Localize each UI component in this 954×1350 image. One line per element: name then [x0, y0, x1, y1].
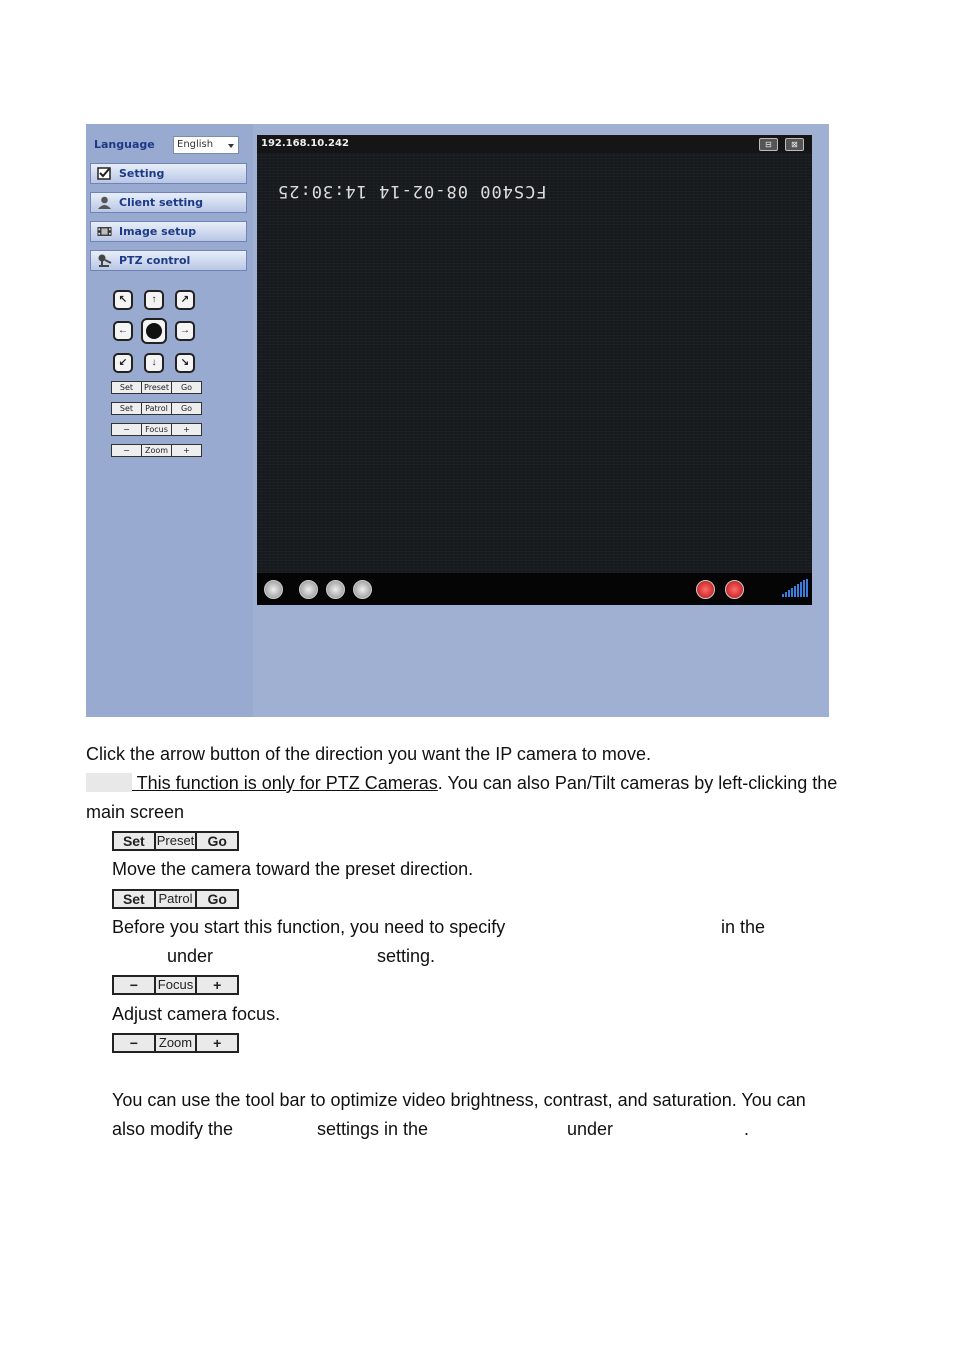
patrol-description-c: under [167, 946, 214, 966]
checkbox-icon [97, 167, 112, 180]
pan-down-right-button[interactable] [175, 353, 195, 373]
toolbar-description: You can use the tool bar to optimize video brightness, contrast, and saturation. You can [112, 1090, 806, 1110]
language-value: English [177, 139, 214, 150]
arrow-left-icon: ← [118, 325, 128, 336]
preset-label: Preset [142, 382, 172, 393]
preset-strip-figure [112, 831, 239, 851]
toolbar-description-a: also modify the [112, 1119, 234, 1139]
arrow-up-icon: ↑ [151, 294, 157, 305]
record-icon[interactable] [353, 580, 372, 599]
note-highlight-box [86, 773, 132, 792]
tilt-down-button[interactable] [144, 353, 164, 373]
pan-up-right-button[interactable] [175, 290, 195, 310]
zoom-minus-button[interactable]: − [112, 445, 142, 456]
toolbar-description-b: settings in the [317, 1119, 429, 1139]
focus-strip [111, 423, 202, 436]
zoom-minus-label: − [114, 1035, 156, 1051]
video-timestamp-overlay: FCS400 08-02-14 14:30:25 [277, 181, 547, 201]
film-icon [97, 225, 112, 238]
menu-image-setup-label: Image setup [119, 225, 197, 238]
patrol-set-button[interactable]: Set [112, 403, 142, 414]
preset-set-button[interactable]: Set [112, 382, 142, 393]
arrow-down-icon: ↓ [151, 357, 157, 368]
pan-up-left-button[interactable] [113, 290, 133, 310]
zoom-plus-button[interactable]: + [183, 446, 190, 455]
focus-description: Adjust camera focus. [112, 1004, 281, 1024]
focus-plus-label: + [213, 977, 222, 993]
arrow-up-right-icon: ↗ [180, 294, 190, 305]
menu-ptz-control-label: PTZ control [119, 254, 191, 267]
zoom-label: Zoom [156, 1035, 198, 1051]
patrol-description-b: in the [721, 917, 766, 937]
speaker-icon[interactable] [725, 580, 744, 599]
note-rest-text: . You can also Pan/Tilt cameras by left-clicking the [437, 773, 838, 793]
pan-right-button[interactable] [175, 321, 195, 341]
resize-icon[interactable]: ⊟ [759, 138, 778, 151]
chevron-down-icon [228, 144, 234, 148]
note-line-continued: main screen [86, 802, 185, 822]
menu-client-setting-label: Client setting [119, 196, 203, 209]
patrol-go-label: Go [207, 891, 227, 907]
menu-ptz-control[interactable] [90, 250, 247, 271]
arrow-up-left-icon: ↖ [118, 294, 128, 305]
note-underlined-text: This function is only for PTZ Cameras [132, 773, 438, 793]
menu-client-setting[interactable] [90, 192, 247, 213]
focus-minus-button[interactable]: − [112, 424, 142, 435]
patrol-label: Patrol [156, 891, 198, 907]
focus-strip-figure [112, 975, 239, 995]
language-label: Language [94, 138, 155, 151]
mute-icon[interactable] [696, 580, 715, 599]
focus-label: Focus [142, 424, 172, 435]
video-title-bar [257, 135, 812, 153]
preset-set-label: Set [114, 833, 156, 849]
focus-plus-button[interactable]: + [183, 425, 190, 434]
language-select[interactable] [173, 136, 239, 154]
patrol-description-a: Before you start this function, you need to specify [112, 917, 506, 937]
patrol-set-label: Set [114, 891, 156, 907]
patrol-go-button[interactable]: Go [180, 404, 193, 413]
control-sidebar [86, 124, 253, 717]
instruction-line: Click the arrow button of the direction you want the IP camera to move. [86, 744, 651, 764]
toolbar-description-d: . [744, 1119, 750, 1139]
patrol-label: Patrol [142, 403, 172, 414]
center-home-button[interactable] [141, 318, 167, 344]
video-control-bar [257, 573, 812, 605]
zoom-plus-label: + [213, 1035, 222, 1051]
patrol-strip-figure [112, 889, 239, 909]
note-line [86, 772, 837, 794]
preset-strip [111, 381, 202, 394]
arrow-down-right-icon: ↘ [180, 357, 190, 368]
focus-label: Focus [156, 977, 198, 993]
menu-setting[interactable] [90, 163, 247, 184]
stop-icon[interactable] [326, 580, 345, 599]
menu-setting-label: Setting [119, 167, 165, 180]
preset-go-label: Go [207, 833, 227, 849]
arrow-right-icon: → [180, 325, 190, 336]
tilt-up-button[interactable] [144, 290, 164, 310]
preset-label: Preset [156, 833, 198, 849]
preset-go-button[interactable]: Go [180, 383, 193, 392]
zoom-label: Zoom [142, 445, 172, 456]
zoom-strip [111, 444, 202, 457]
zoom-strip-figure [112, 1033, 239, 1053]
language-row [94, 136, 249, 156]
ptz-camera-icon [97, 254, 112, 267]
pan-left-button[interactable] [113, 321, 133, 341]
signal-strength-icon [782, 579, 808, 597]
camera-web-ui-screenshot [86, 124, 829, 717]
preset-description: Move the camera toward the preset direction. [112, 859, 474, 879]
magnify-icon[interactable] [264, 580, 283, 599]
toolbar-description-c: under [567, 1119, 614, 1139]
patrol-strip [111, 402, 202, 415]
pause-icon[interactable] [299, 580, 318, 599]
camera-ip-address: 192.168.10.242 [261, 138, 349, 149]
focus-minus-label: − [114, 977, 156, 993]
arrow-down-left-icon: ↙ [118, 357, 128, 368]
user-icon [97, 196, 112, 209]
live-video-feed[interactable] [257, 153, 812, 573]
menu-image-setup[interactable] [90, 221, 247, 242]
fullscreen-icon[interactable]: ⊠ [785, 138, 804, 151]
pan-down-left-button[interactable] [113, 353, 133, 373]
patrol-description-d: setting. [377, 946, 436, 966]
video-viewer[interactable] [257, 135, 812, 605]
